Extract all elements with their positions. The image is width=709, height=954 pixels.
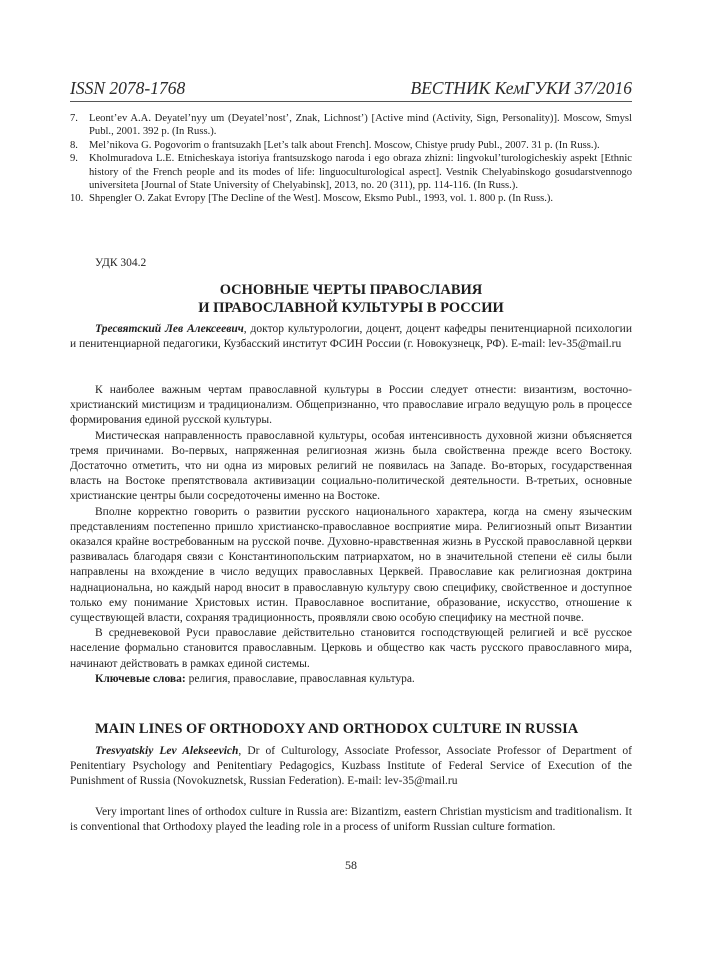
reference-item <box>70 152 632 192</box>
keywords-text: религия, православие, православная культура. <box>185 672 415 685</box>
abstract-ru-paragraph: Вполне корректно говорить о развитии русского национального характера, когда на смену языческим представлениям постепенно пришло христианско-православное восприятие мира. Религиозный опыт Византии оказался крайне востребованным на русской почве. Духовно-нравственная жизнь в Русской православной церкви развивалась благодаря связи с Константинопольским патриархатом, но в значительной степени её силы были направлены на вхождение в число ведущих православных Церквей. Православие как религиозная доктрина наднациональна, но каждый народ вносит в православную культуру свою специфику, свойственное и доступное только ему понимание Христовых истин. Православное воспитание, образование, искусство, отношение к существующей власти, сохраняя традиционность, проявляли свою особую специфику на местной почве. <box>70 505 632 625</box>
abstract-ru <box>70 383 632 687</box>
reference-number: 10. <box>70 193 84 205</box>
reference-item <box>70 139 632 152</box>
author-name-ru: Тресвятский Лев Алексеевич <box>95 323 244 335</box>
keywords-label: Ключевые слова: <box>95 672 186 685</box>
reference-text: Mel’nikova G. Pogovorim o frantsuzakh [Let’s talk about French]. Moscow, Chistye prudy Publ., 2007. 31 p. (In Russ.). <box>89 139 600 151</box>
reference-text: Kholmuradova L.E. Etnicheskaya istoriya frantsuzskogo naroda i ego obraza zhizni: lingvokul’turologicheskiy aspekt [Ethnic history of the French people and its modes of life: linguoculturological aspect]. Vestnik Chelyabinskogo gosudarstvennogo universiteta [Journal of State University of Chelyabinsk], 2013, no. 20 (311), pp. 114-116. (In Russ.). <box>89 153 632 192</box>
author-details-en: , Dr of Culturology, Associate Professor, Associate Professor of Department of Penitentiary Psychology and Penitentiary Pedagogics, Kuzbass Institute of Federal Service of Execution of the Punishment of Russia (Novokuznetsk, Russian Federation). E-mail: lev-35@mail.ru <box>70 745 632 788</box>
running-header <box>70 78 632 99</box>
article-title-en: MAIN LINES OF ORTHODOXY AND ORTHODOX CULTURE IN RUSSIA <box>95 721 579 737</box>
reference-text: Shpengler O. Zakat Evropy [The Decline of the West]. Moscow, Eksmo Publ., 1993, vol. 1. 800 p. (In Russ.). <box>89 193 554 205</box>
keywords-ru <box>70 672 632 687</box>
issn-label: ISSN 2078-1768 <box>70 78 186 98</box>
page-number: 58 <box>345 858 357 872</box>
reference-number: 8. <box>70 139 78 151</box>
article-title-ru <box>70 281 632 317</box>
reference-item <box>70 112 632 139</box>
author-info-en <box>70 744 632 790</box>
reference-text: Leont’ev A.A. Deyatel’nyy um (Deyatel’nost’, Znak, Lichnost’) [Active mind (Activity, Sign, Personality)]. Moscow, Smysl Publ., 2001. 392 p. (In Russ.). <box>89 113 632 138</box>
abstract-en-paragraph: Very important lines of orthodox culture in Russia are: Bizantizm, eastern Christian mysticism and traditionalism. It is conventional that Orthodoxy played the leading role in a process of uniform Russian culture formation. <box>70 806 632 834</box>
author-info-ru <box>70 322 632 352</box>
reference-number: 9. <box>70 153 78 165</box>
title-ru-line-1: ОСНОВНЫЕ ЧЕРТЫ ПРАВОСЛАВИЯ <box>219 282 483 298</box>
abstract-en <box>70 805 632 835</box>
header-rule <box>70 101 632 102</box>
abstract-ru-paragraph: Мистическая направленность православной культуры, особая интенсивность духовной жизни объясняется тремя причинами. Во-первых, напряженная религиозная жизнь была свойственна прежде всего Востоку. Достаточно отметить, что ни одна из мировых религий не появилась на Западе. Во-вторых, государственная власть на Востоке препятствовала активизации социально-политической деятельности. В-третьих, основные христианские центры были сосредоточены именно на Востоке. <box>70 429 632 503</box>
author-name-en: Tresvyatskiy Lev Alekseevich <box>95 745 239 757</box>
reference-number: 7. <box>70 113 78 124</box>
udk-code: УДК 304.2 <box>95 257 147 269</box>
reference-item <box>70 192 632 205</box>
references-list <box>70 112 632 206</box>
journal-issue-label: ВЕСТНИК КемГУКИ 37/2016 <box>410 78 632 98</box>
author-details-ru: , доктор культурологии, доцент, доцент кафедры пенитенциарной психологии и пенитенциарной педагогики, Кузбасский институт ФСИН России (г. Новокузнецк, РФ). E-mail: lev-35@mail.ru <box>70 323 632 351</box>
title-ru-line-2: И ПРАВОСЛАВНОЙ КУЛЬТУРЫ В РОССИИ <box>198 300 504 316</box>
abstract-ru-paragraph: В средневековой Руси православие действительно становится господствующей религией и всё русское население формально становится православным. Церковь и общество как часть русского православного мира, начинают действовать в рамках единой системы. <box>70 627 632 670</box>
abstract-ru-paragraph: К наиболее важным чертам православной культуры в России следует отнести: византизм, восточно-христианский мистицизм и традиционализм. Общепризнанно, что православие играло ведущую роль в процессе формирования единой русской культуры. <box>70 384 632 427</box>
